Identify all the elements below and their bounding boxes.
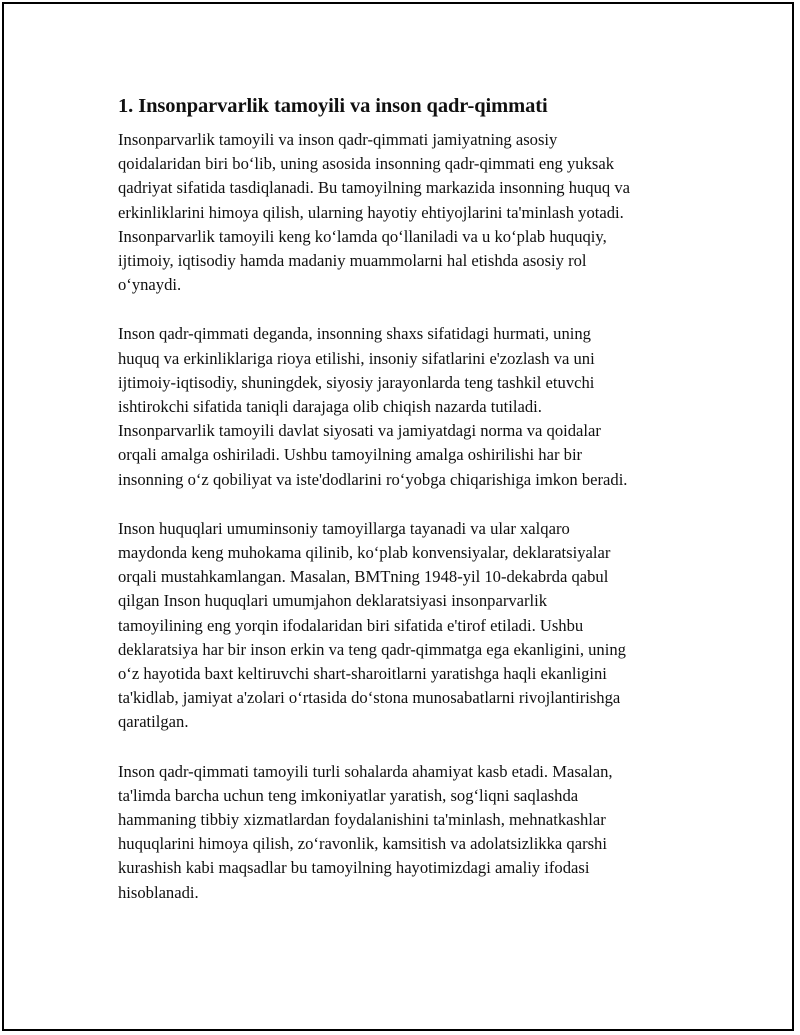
text-line: Inson qadr-qimmati tamoyili turli sohalarda ahamiyat kasb etadi. Masalan, <box>118 761 613 781</box>
text-line: deklaratsiya har bir inson erkin va teng qadr-qimmatga ega ekanligini, uning <box>118 639 626 659</box>
text-line: maydonda keng muhokama qilinib, ko‘plab konvensiyalar, deklaratsiyalar <box>118 543 611 563</box>
text-line: orqali amalga oshiriladi. Ushbu tamoyilning amalga oshirilishi har bir <box>118 445 583 465</box>
text-line: ta'limda barcha uchun teng imkoniyatlar yaratish, sog‘liqni saqlashda <box>118 785 579 805</box>
text-line: o‘z hayotida baxt keltiruvchi shart-sharoitlarni yaratishga haqli ekanligini <box>118 664 607 684</box>
text-line: ijtimoiy, iqtisodiy hamda madaniy muammolarni hal etishda asosiy rol <box>118 251 587 271</box>
text-line: ishtirokchi sifatida taniqli darajaga olib chiqish nazarda tutiladi. <box>118 397 542 417</box>
text-line: qadriyat sifatida tasdiqlanadi. Bu tamoyilning markazida insonning huquq va <box>118 178 630 198</box>
text-line: qilgan Inson huquqlari umumjahon deklaratsiyasi insonparvarlik <box>118 591 548 611</box>
text-line: tamoyilining eng yorqin ifodalaridan biri sifatida e'tirof etiladi. Ushbu <box>118 615 584 635</box>
paragraph-4 <box>118 760 698 905</box>
text-line: hisoblanadi. <box>118 882 199 902</box>
text-line: orqali mustahkamlangan. Masalan, BMTning 1948-yil 10-dekabrda qabul <box>118 567 609 587</box>
document-body <box>118 92 698 930</box>
text-line: Inson huquqlari umuminsoniy tamoyillarga tayanadi va ular xalqaro <box>118 518 570 538</box>
text-line: huquqlarini himoya qilish, zo‘ravonlik, kamsitish va adolatsizlikka qarshi <box>118 834 607 854</box>
section-heading: 1. Insonparvarlik tamoyili va inson qadr-qimmati <box>118 95 548 117</box>
paragraph-3 <box>118 517 698 735</box>
text-line: ijtimoiy-iqtisodiy, shuningdek, siyosiy jarayonlarda teng tashkil etuvchi <box>118 372 595 392</box>
text-line: hammaning tibbiy xizmatlardan foydalanishini ta'minlash, mehnatkashlar <box>118 810 606 830</box>
text-line: insonning o‘z qobiliyat va iste'dodlarini ro‘yobga chiqarishiga imkon beradi. <box>118 469 628 489</box>
text-line: ta'kidlab, jamiyat a'zolari o‘rtasida do‘stona munosabatlarni rivojlantirishga <box>118 688 621 708</box>
text-line: Insonparvarlik tamoyili keng ko‘lamda qo‘llaniladi va u ko‘plab huquqiy, <box>118 226 607 246</box>
text-line: o‘ynaydi. <box>118 275 182 295</box>
text-line: Inson qadr-qimmati deganda, insonning shaxs sifatidagi hurmati, uning <box>118 324 591 344</box>
text-line: Insonparvarlik tamoyili va inson qadr-qimmati jamiyatning asosiy <box>118 130 558 149</box>
paragraph-2 <box>118 322 698 491</box>
text-line: huquq va erkinliklariga rioya etilishi, insoniy sifatlarini e'zozlash va uni <box>118 348 595 368</box>
text-line: kurashish kabi maqsadlar bu tamoyilning hayotimizdagi amaliy ifodasi <box>118 858 590 878</box>
text-line: qaratilgan. <box>118 712 189 732</box>
paragraph-1 <box>118 128 698 297</box>
text-line: Insonparvarlik tamoyili davlat siyosati va jamiyatdagi norma va qoidalar <box>118 421 601 441</box>
text-line: erkinliklarini himoya qilish, ularning hayotiy ehtiyojlarini ta'minlash yotadi. <box>118 202 624 222</box>
text-line: qoidalaridan biri bo‘lib, uning asosida insonning qadr-qimmati eng yuksak <box>118 154 615 174</box>
